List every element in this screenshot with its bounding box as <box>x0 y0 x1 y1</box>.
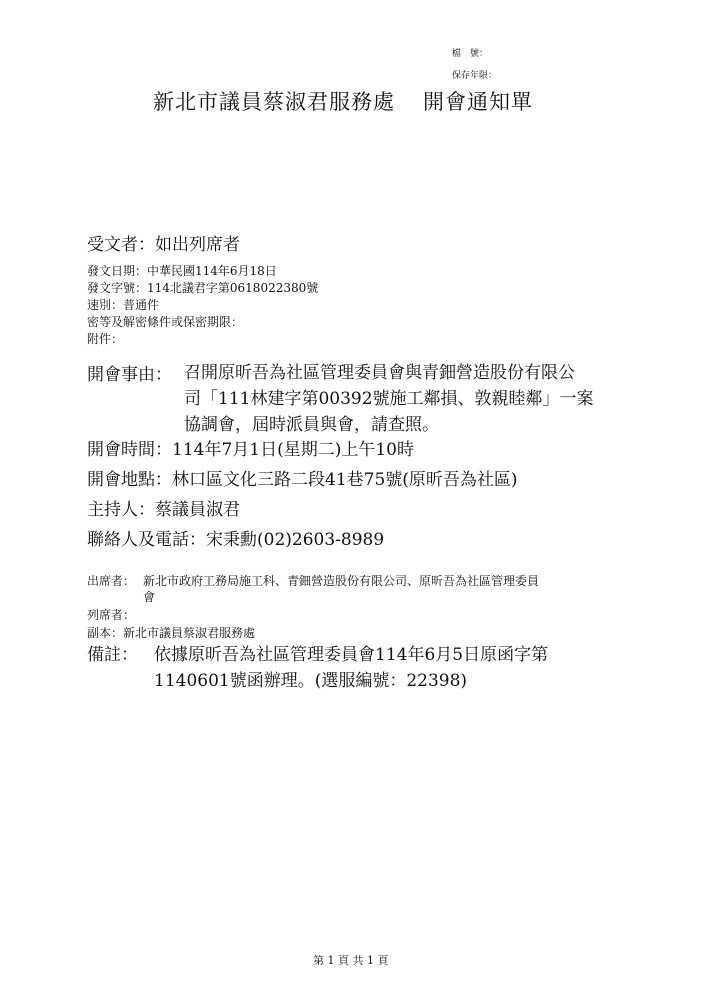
attachment: 附件： <box>87 332 124 346</box>
attendees-line-1: 新北市政府工務局施工科、青鈿營造股份有限公司、原昕吾為社區管理委員 <box>143 574 540 588</box>
reason-label: 開會事由： <box>87 365 172 385</box>
document-type: 開會通知單 <box>423 90 533 114</box>
remarks-line-1: 依據原昕吾為社區管理委員會114年6月5日原函字第 <box>154 645 549 665</box>
file-number-label: 檔 號： <box>452 49 489 59</box>
meeting-host: 主持人：蔡議員淑君 <box>87 500 240 520</box>
office-name: 新北市議員蔡淑君服務處 <box>153 90 395 114</box>
page-number: 第 1 頁 共 1 頁 <box>313 954 389 967</box>
issue-date: 發文日期：中華民國114年6月18日 <box>87 264 277 278</box>
meeting-time: 開會時間：114年7月1日(星期二)上午10時 <box>87 440 414 460</box>
document-title <box>153 86 533 116</box>
issue-number: 發文字號：114北議君字第0618022380號 <box>87 281 319 295</box>
reason-text <box>184 360 594 438</box>
reason-line: 召開原昕吾為社區管理委員會與青鈿營造股份有限公 <box>184 363 575 383</box>
remarks-label: 備註： <box>87 645 138 665</box>
observers: 列席者： <box>87 608 136 622</box>
attendees-label: 出席者： <box>87 574 136 588</box>
attendees-line-2: 會 <box>143 590 156 604</box>
remarks-line-2: 1140601號函辦理。(選服編號：22398) <box>154 671 468 691</box>
reason-line: 司「111林建字第00392號施工鄰損、敦親睦鄰」一案 <box>184 389 594 409</box>
copy-recipient: 副本：新北市議員蔡淑君服務處 <box>87 626 256 640</box>
delivery-speed: 速別：普通件 <box>87 298 160 312</box>
recipient: 受文者：如出列席者 <box>87 235 240 255</box>
retention-label: 保存年限： <box>452 71 498 81</box>
meeting-place: 開會地點：林口區文化三路二段41巷75號(原昕吾為社區) <box>87 470 518 490</box>
contact-person: 聯絡人及電話：宋秉勳(02)2603-8989 <box>87 530 385 550</box>
security-level: 密等及解密條件或保密期限： <box>87 315 244 329</box>
reason-line: 協調會，屆時派員與會，請查照。 <box>184 415 439 435</box>
